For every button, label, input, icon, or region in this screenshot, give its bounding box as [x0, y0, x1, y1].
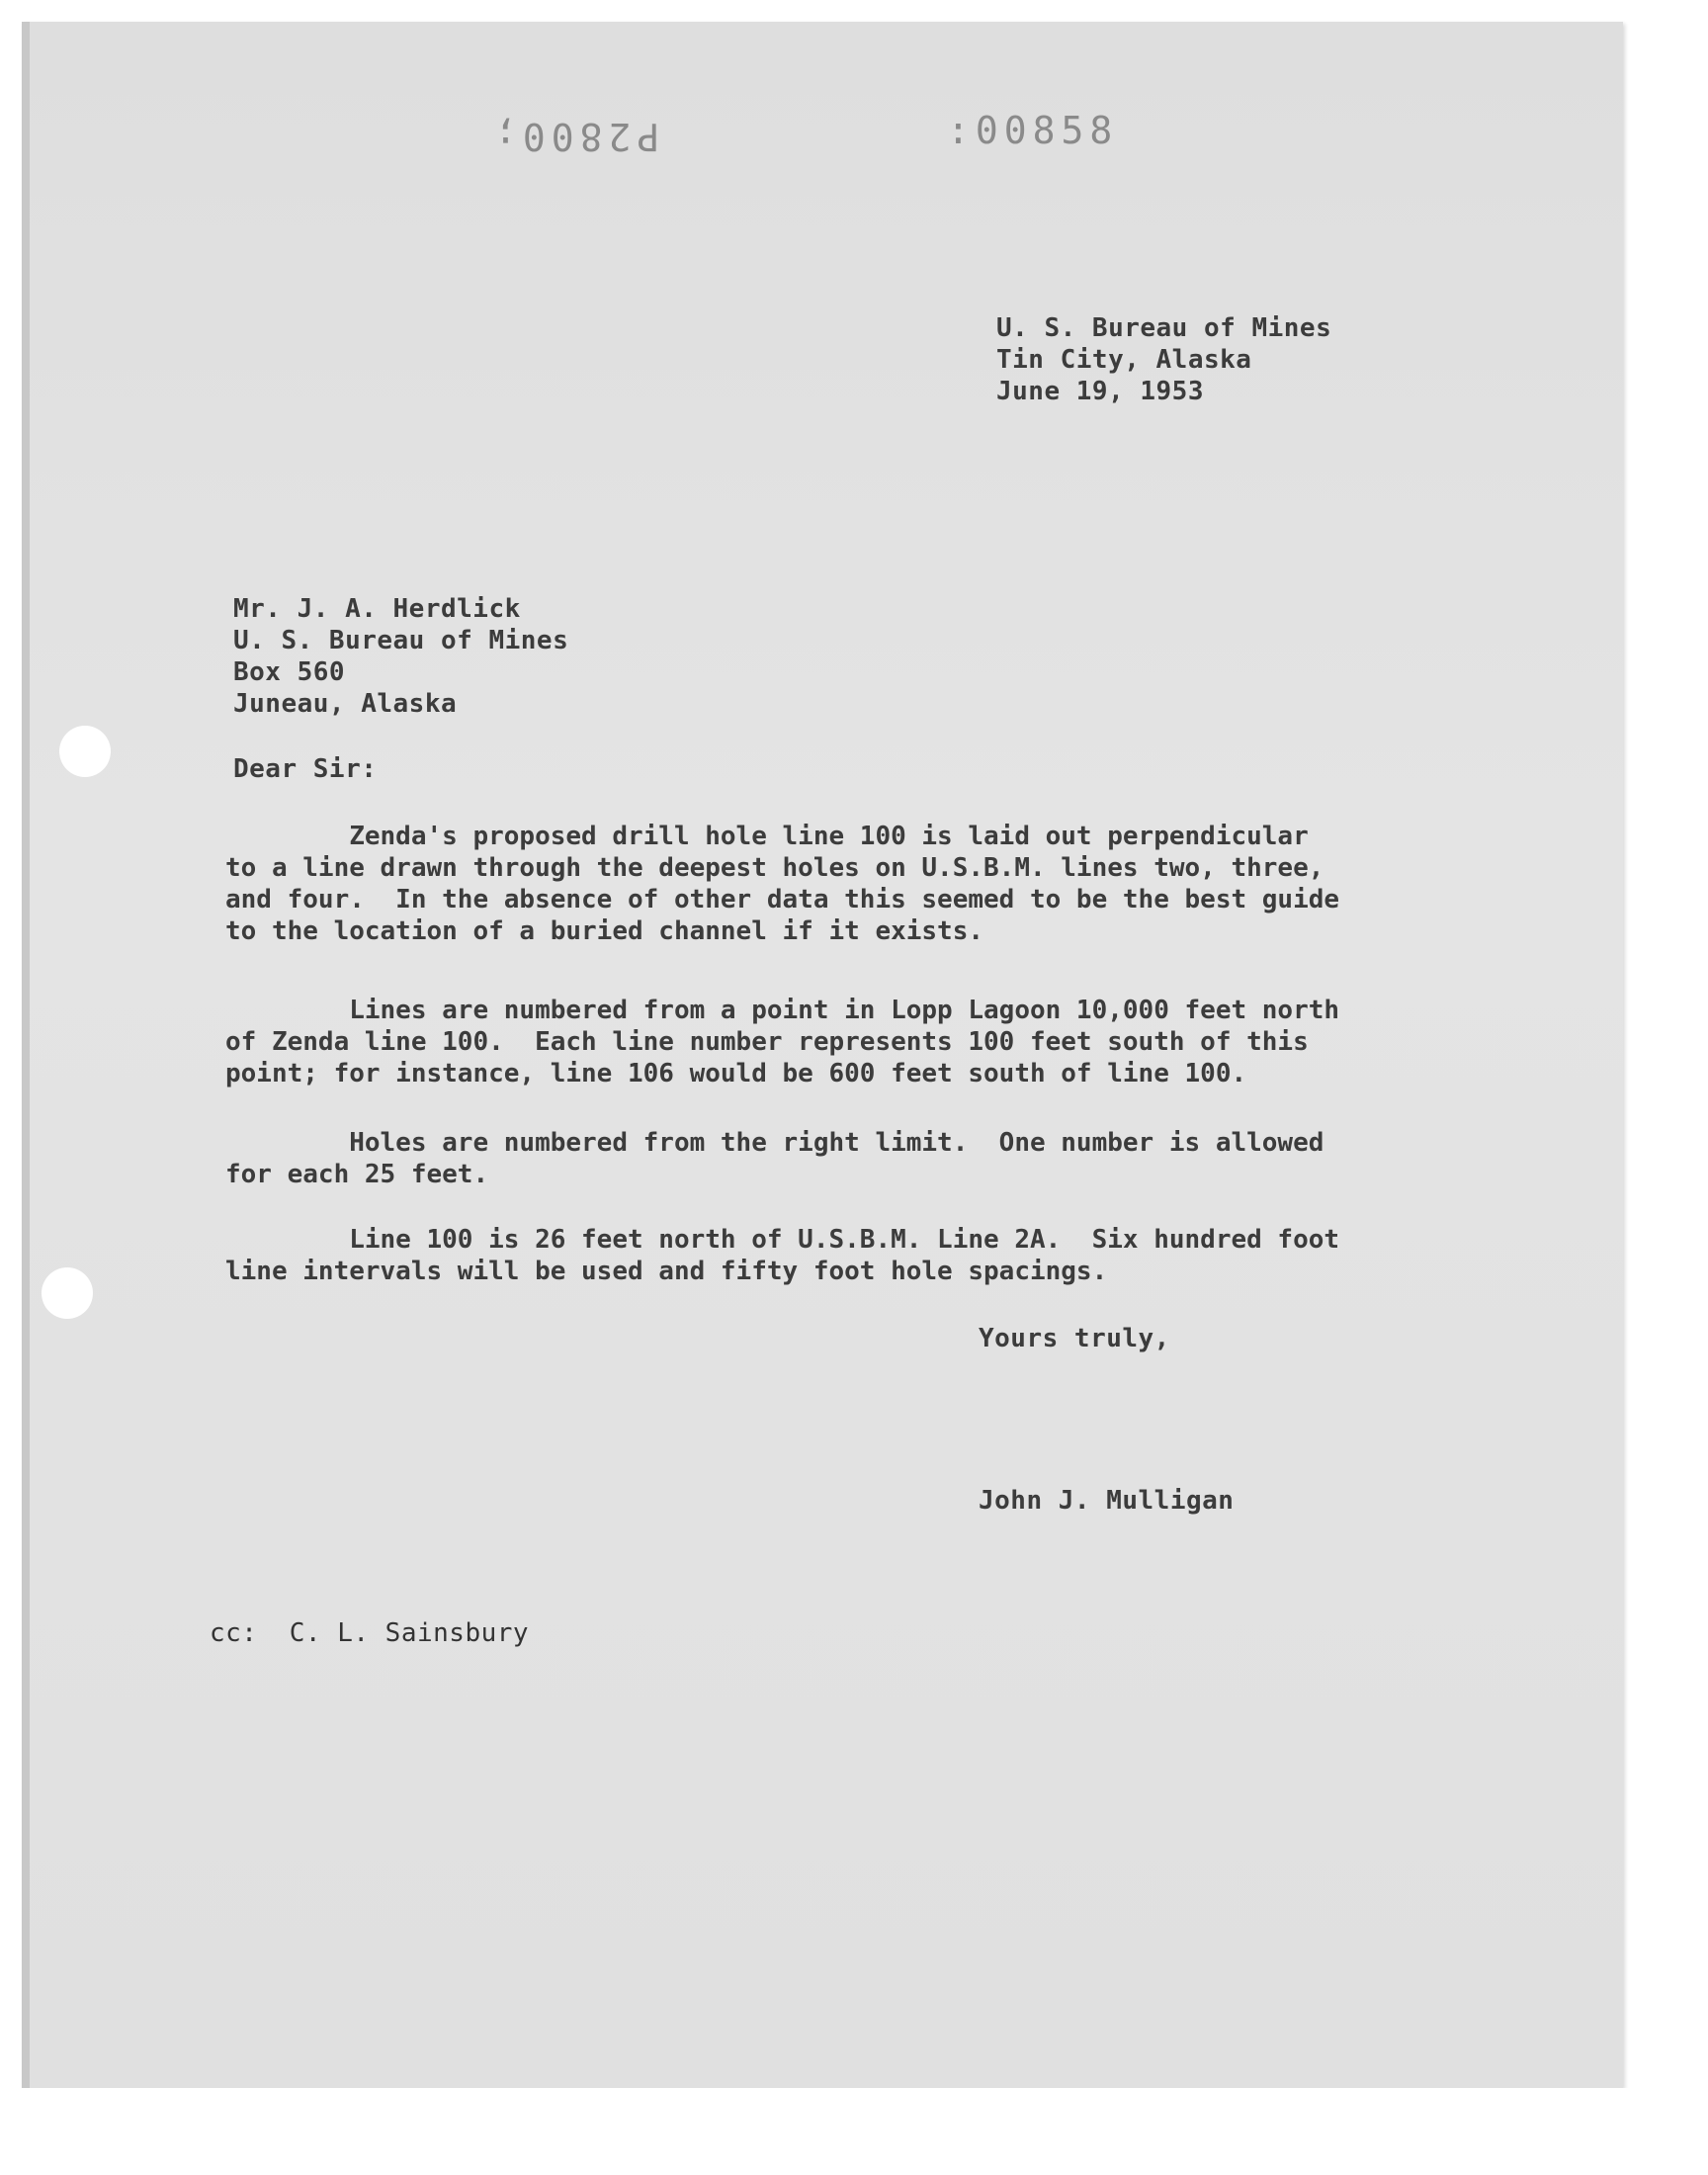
body-paragraph-4: Line 100 is 26 feet north of U.S.B.M. Line 2A. Six hundred foot line intervals will be used and fifty foot hole spacings.	[225, 1225, 1340, 1286]
stamp-number-left: P2800;	[488, 115, 660, 158]
letter-date: June 19, 1953	[996, 377, 1204, 406]
letterhead-location: Tin City, Alaska	[996, 345, 1252, 375]
page-edge	[22, 22, 30, 2088]
body-paragraph-1: Zenda's proposed drill hole line 100 is laid out perpendicular to a line drawn through the deepest holes on U.S.B.M. lines two, three, and four. In the absence of other data this seemed to be the best guide to the location of a buried channel if it exists.	[225, 822, 1340, 946]
punch-hole-bottom	[42, 1267, 93, 1319]
recipient-name: Mr. J. A. Herdlick	[233, 594, 521, 624]
punch-hole-top	[59, 726, 111, 777]
salutation: Dear Sir:	[233, 754, 378, 784]
signature-name: John J. Mulligan	[979, 1486, 1235, 1516]
stamp-number-right: :00858	[947, 109, 1119, 152]
recipient-box: Box 560	[233, 657, 346, 687]
recipient-org: U. S. Bureau of Mines	[233, 626, 569, 655]
scan-margin	[0, 2088, 1708, 2175]
closing: Yours truly,	[979, 1324, 1170, 1353]
body-paragraph-3: Holes are numbered from the right limit. One number is allowed for each 25 feet.	[225, 1128, 1324, 1189]
carbon-copy-line: cc: C. L. Sainsbury	[210, 1618, 530, 1648]
recipient-city: Juneau, Alaska	[233, 689, 458, 719]
body-paragraph-2: Lines are numbered from a point in Lopp Lagoon 10,000 feet north of Zenda line 100. Each line number represents 100 feet south of this point; for instance, line 106 would be 600 feet south of line 100.	[225, 996, 1340, 1088]
letterhead-org: U. S. Bureau of Mines	[996, 313, 1332, 343]
